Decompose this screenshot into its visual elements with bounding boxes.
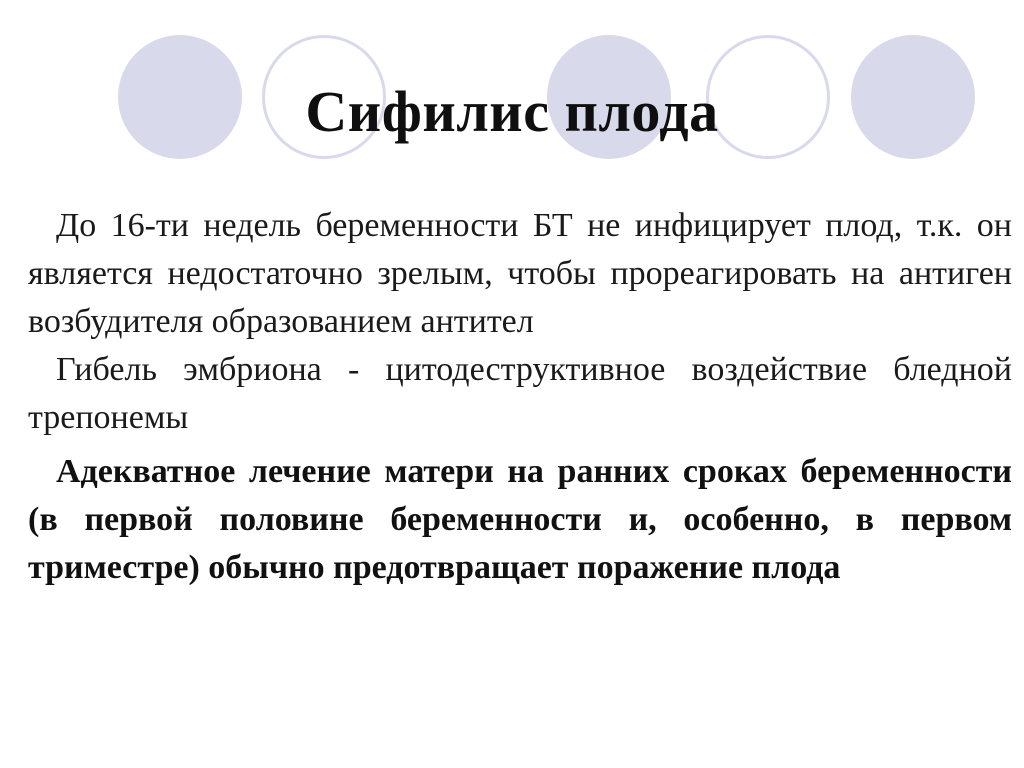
paragraph-infection-timing: До 16-ти недель беременности БТ не инфицирует плод, т.к. он является недостаточно зрелым, чтобы прореагировать на антиген возбудителя образованием антител bbox=[28, 207, 1012, 340]
paragraph-adequate-treatment: Адекватное лечение матери на ранних сроках беременности (в первой половине беременности и, особенно, в первом триместре) обычно предотвращает поражение плода bbox=[28, 453, 1012, 586]
paragraph-embryo-death: Гибель эмбриона - цитодеструктивное воздействие бледной трепонемы bbox=[28, 351, 1012, 436]
slide-title: Сифилис плода bbox=[305, 79, 719, 144]
slide-body bbox=[28, 202, 1012, 592]
